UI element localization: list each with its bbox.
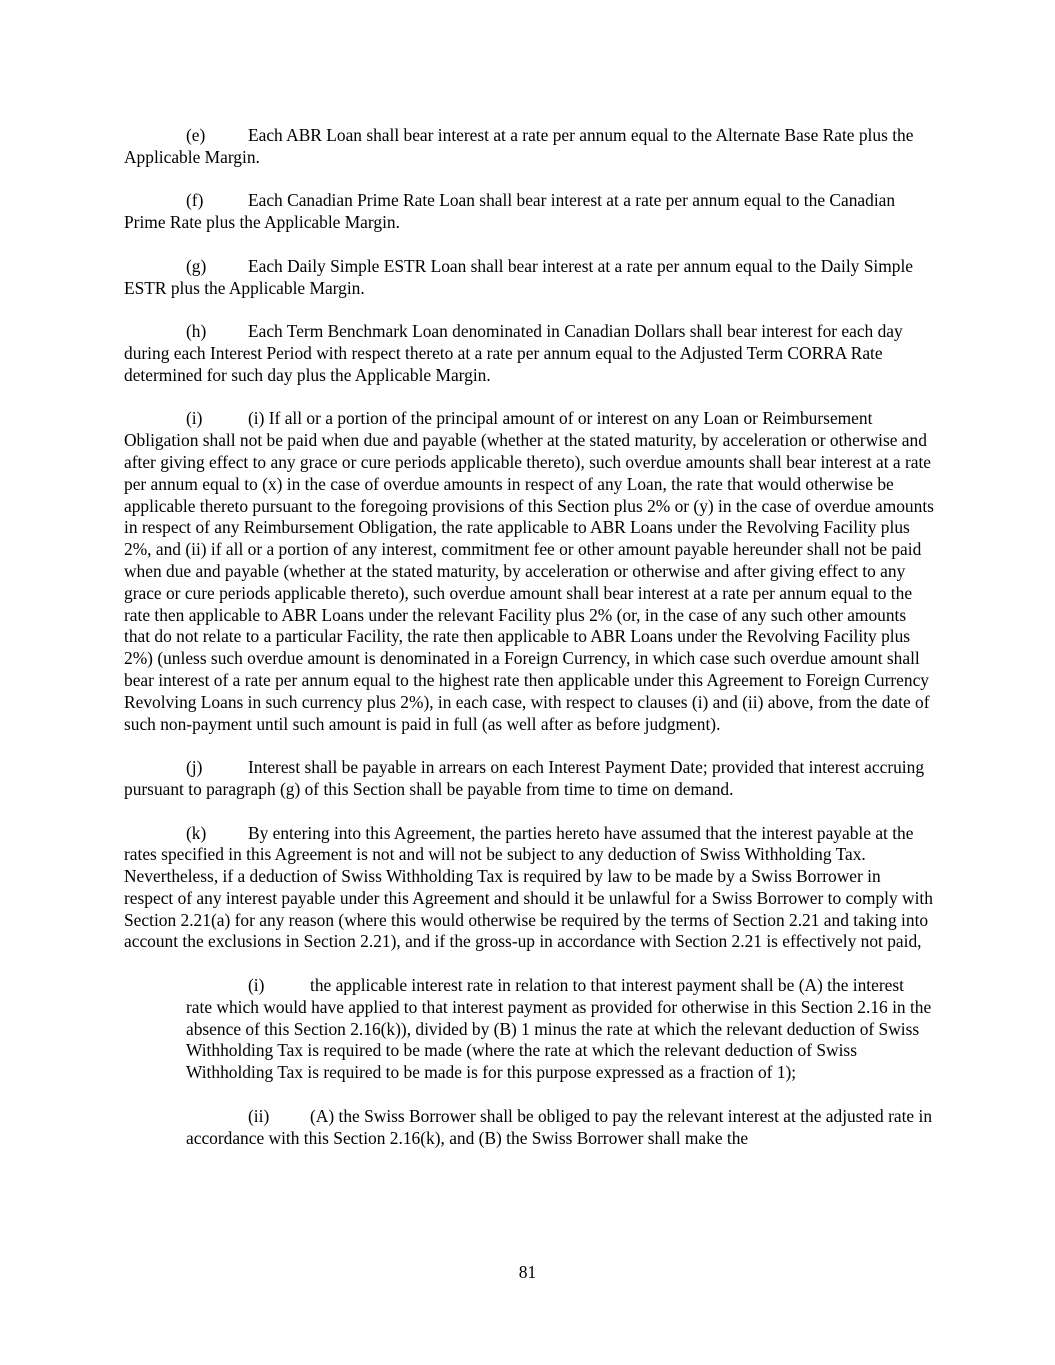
paragraph-i [124,408,934,735]
paragraph-k [124,823,934,954]
paragraph-number: (f) [186,190,204,211]
paragraph-text: (i) If all or a portion of the principal amount of or interest on any Loan or Reimbursement Obligation shall not be paid when due and payable (whether at the stated maturity, by acceleration or otherwise and after giving effect to any grace or cure periods applicable thereto), such overdue amounts shall bear interest at a rate per annum equal to (x) in the case of overdue amounts in respect of any Loan, the rate that would otherwise be applicable thereto pursuant to the foregoing provisions of this Section plus 2% or (y) in the case of overdue amounts in respect of any Reimbursement Obligation, the rate applicable to ABR Loans under the Revolving Facility plus 2%, and (ii) if all or a portion of any interest, commitment fee or other amount payable hereunder shall not be paid when due and payable (whether at the stated maturity, by acceleration or otherwise and after giving effect to any grace or cure periods applicable thereto), such overdue amount shall bear interest at a rate per annum equal to the rate then applicable to ABR Loans under the relevant Facility plus 2% (or, in the case of any such other amounts that do not relate to a particular Facility, the rate then applicable to ABR Loans under the Revolving Facility plus 2%) (unless such overdue amount is denominated in a Foreign Currency, in which case such overdue amount shall bear interest of a rate per annum equal to the highest rate then applicable under this Agreement to Foreign Currency Revolving Loans in such currency plus 2%), in each case, with respect to clauses (i) and (ii) above, from the date of such non-payment until such amount is paid in full (as well after as before judgment). [124,408,934,734]
paragraph-text: Each Term Benchmark Loan denominated in Canadian Dollars shall bear interest for each day during each Interest Period with respect thereto at a rate per annum equal to the Adjusted Term CORRA Rate determined for such day plus the Applicable Margin. [124,321,903,385]
paragraph-text: Each Daily Simple ESTR Loan shall bear interest at a rate per annum equal to the Daily Simple ESTR plus the Applicable Margin. [124,255,913,298]
subparagraph-k-ii [186,1106,934,1150]
page-number: 81 [518,1262,537,1282]
paragraph-number: (i) [186,408,203,429]
subparagraph-k-i [186,975,934,1084]
paragraph-j [124,757,934,801]
paragraph-text: Each Canadian Prime Rate Loan shall bear interest at a rate per annum equal to the Canadian Prime Rate plus the Applicable Margin. [124,190,896,233]
paragraph-text: By entering into this Agreement, the parties hereto have assumed that the interest payable at the rates specified in this Agreement is not and will not be subject to any deduction of Swiss Withholding Tax. Nevertheless, if a deduction of Swiss Withholding Tax is required by law to be made by a Swiss Borrower in respect of any interest payable under this Agreement and should it be unlawful for a Swiss Borrower to comply with Section 2.21(a) for any reason (where this would otherwise be required by the terms of Section 2.21 and taking into account the exclusions in Section 2.21), and if the gross-up in accordance with Section 2.21 is effectively not paid, [124,822,933,952]
subparagraph-text: (A) the Swiss Borrower shall be obliged to pay the relevant interest at the adjusted rate in accordance with this Section 2.16(k), and (B) the Swiss Borrower shall make the [186,1105,933,1148]
subparagraph-number: (ii) [248,1105,270,1126]
subparagraph-text: the applicable interest rate in relation to that interest payment shall be (A) the interest rate which would have applied to that interest payment as provided for otherwise in this Section 2.16 in the absence of this Section 2.16(k)), divided by (B) 1 minus the rate at which the relevant deduction of Swiss Withholding Tax is required to be made (where the rate at which the relevant deduction of Swiss Withholding Tax is required to be made is for this purpose expressed as a fraction of 1); [186,975,932,1083]
paragraph-number: (h) [186,321,207,342]
paragraph-number: (j) [186,757,203,778]
subparagraph-number: (i) [248,975,265,996]
paragraph-number: (k) [186,822,207,843]
paragraph-g [124,256,934,300]
paragraph-h [124,321,934,386]
paragraph-number: (e) [186,125,206,145]
paragraph-f [124,190,934,234]
paragraph-text: Interest shall be payable in arrears on each Interest Payment Date; provided that interest accruing pursuant to paragraph (g) of this Section shall be payable from time to time on demand. [124,757,925,799]
paragraph-number: (g) [186,255,207,276]
paragraph-e [124,125,934,169]
paragraph-text: Each ABR Loan shall bear interest at a rate per annum equal to the Alternate Base Rate plus the Applicable Margin. [124,125,914,167]
document-body [124,125,934,1171]
